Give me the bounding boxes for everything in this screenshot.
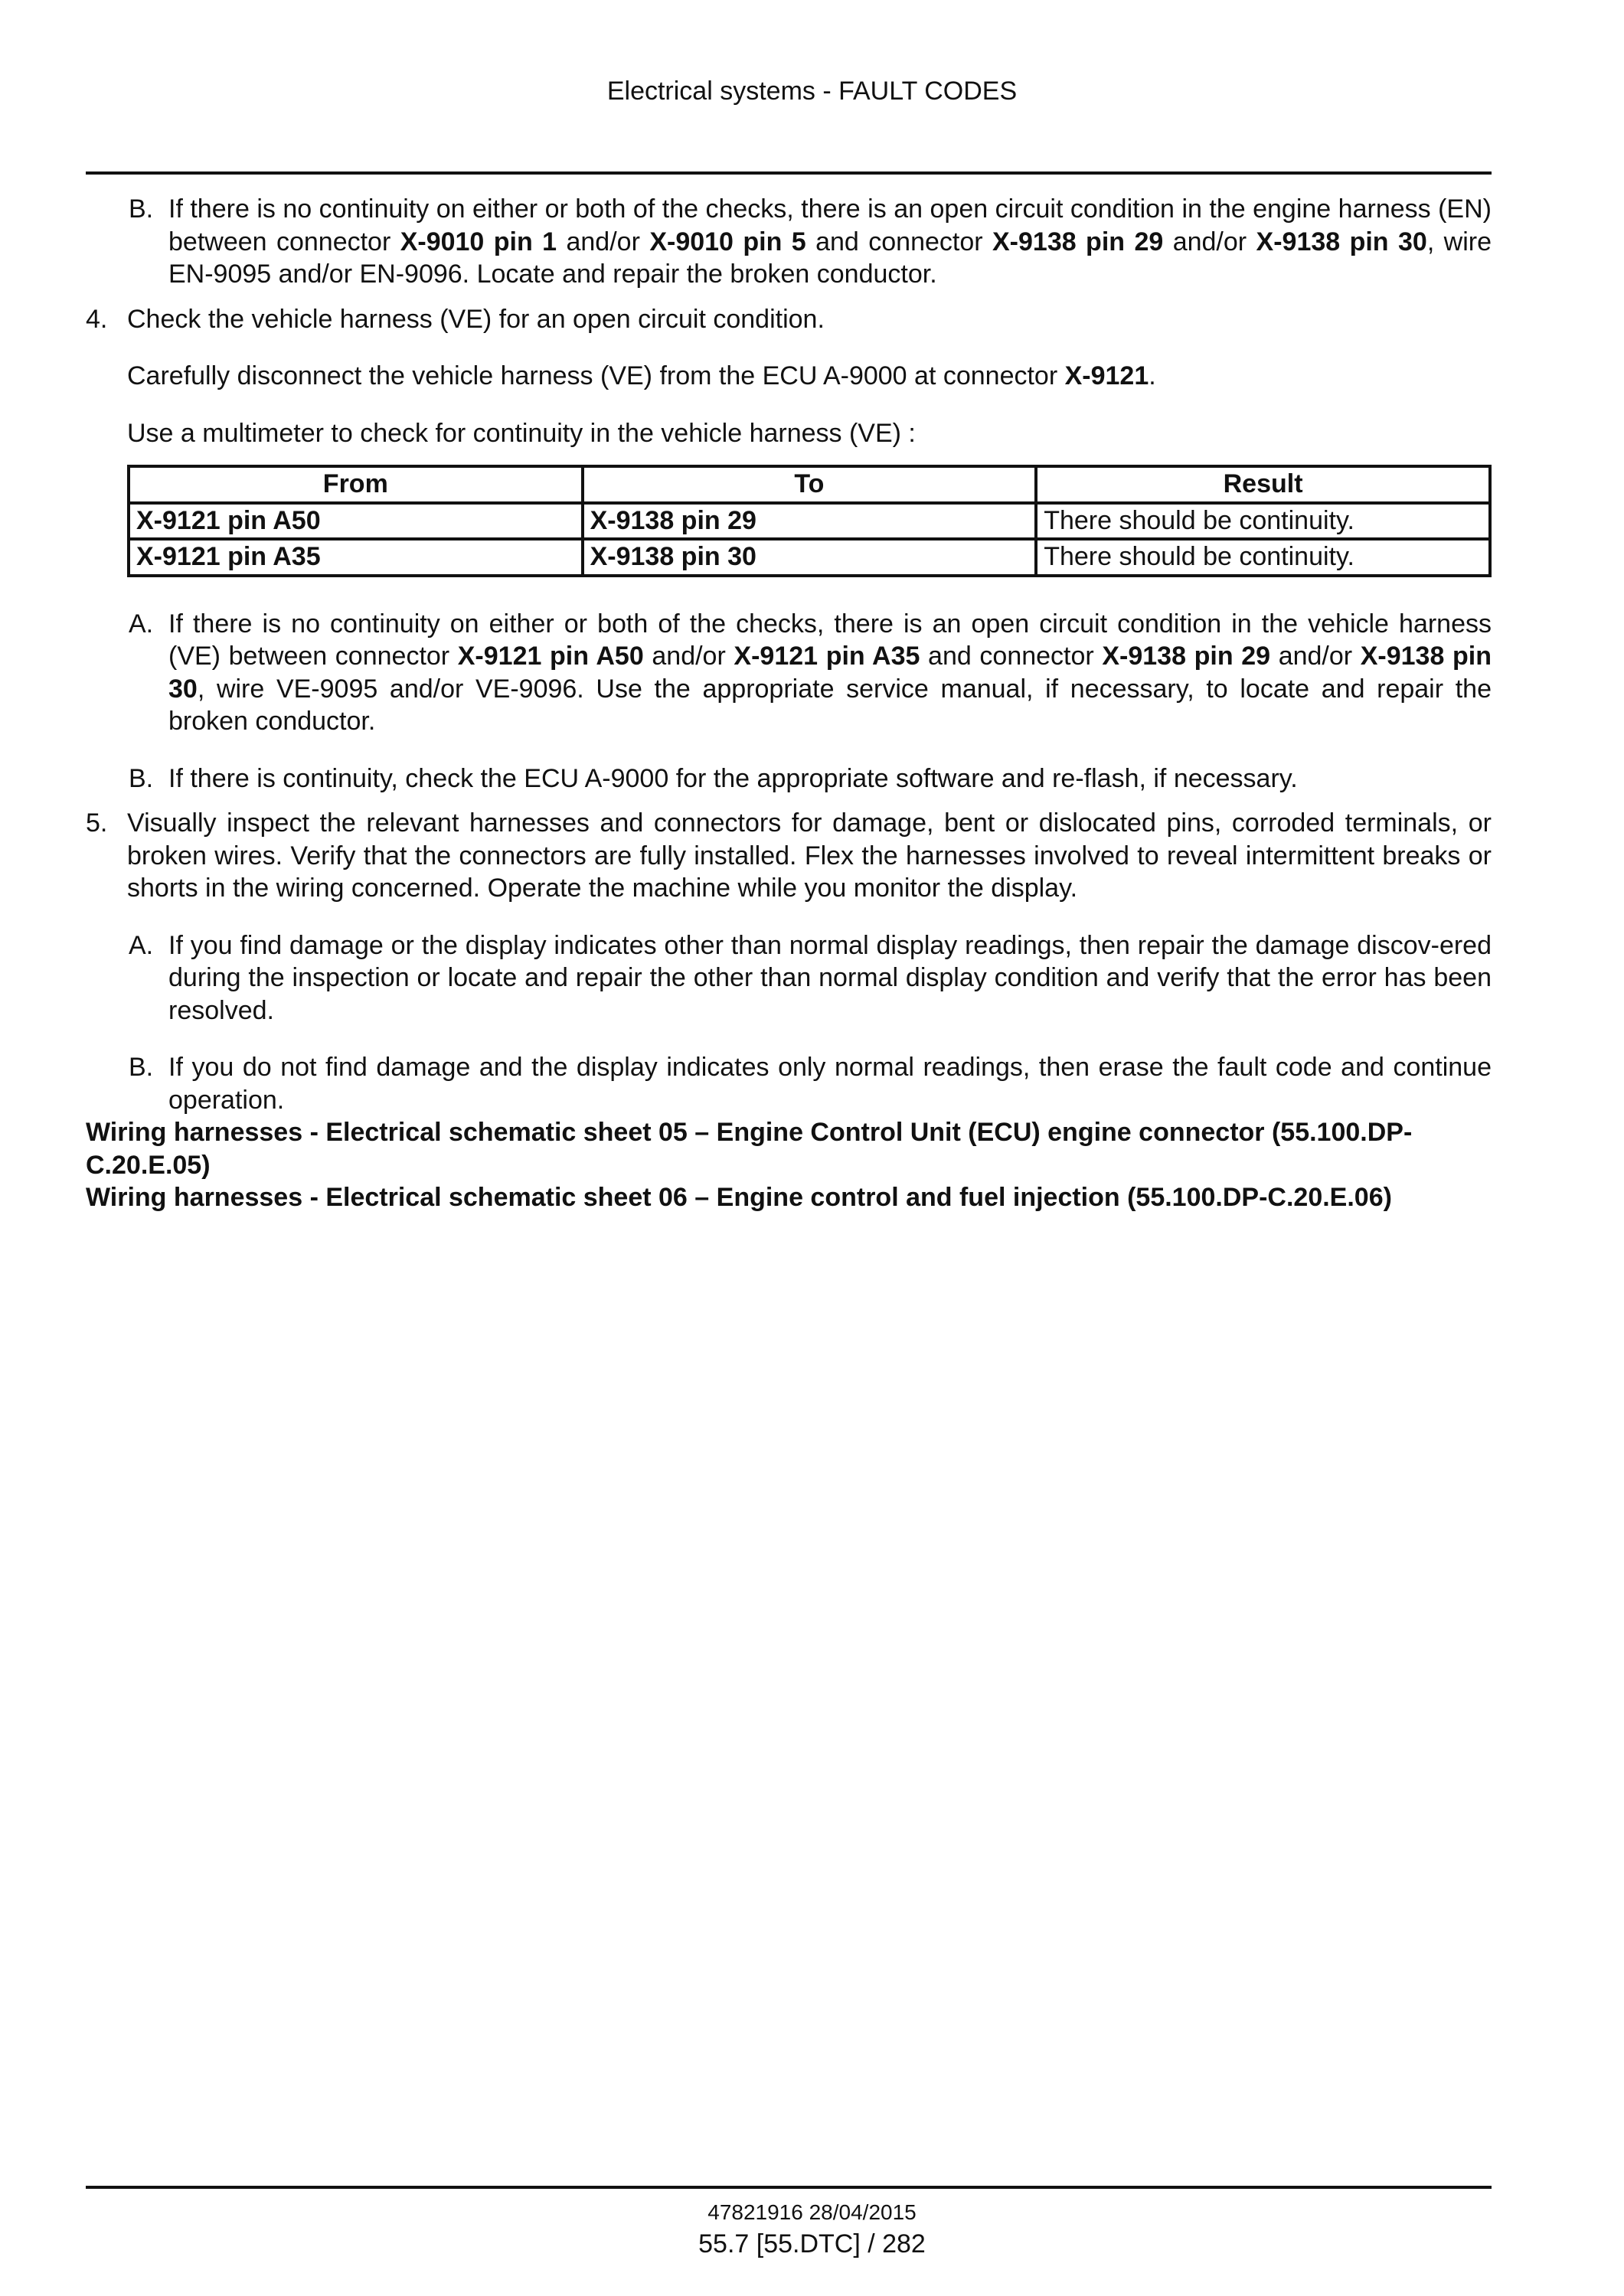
step-4-instruction-disconnect: Carefully disconnect the vehicle harness (VE) from the ECU A-9000 at connector X-9121.: [127, 361, 1156, 390]
footer-rule: [86, 2186, 1492, 2189]
list-item-b-no-damage: [86, 1051, 1492, 1116]
table-cell-to: X-9138 pin 29: [583, 503, 1037, 540]
page-header-title: Electrical systems - FAULT CODES: [606, 77, 1018, 106]
footer-page-number: 55.7 [55.DTC] / 282: [698, 2229, 926, 2258]
table-header-from: From: [129, 466, 583, 503]
footer-document-id: 47821916 28/04/2015: [707, 2200, 917, 2224]
table-header-row: [129, 466, 1490, 503]
step-number: 4.: [86, 304, 108, 334]
list-item-text: If you do not find damage and the display indicates only normal readings, then erase the fault code and continue operation.: [168, 1053, 1492, 1115]
page-content: [86, 193, 1492, 1214]
table-cell-to: X-9138 pin 30: [583, 539, 1037, 576]
list-item-a-damage: [86, 929, 1492, 1027]
list-item-text: If you find damage or the display indicates other than normal display readings, then repair the damage discov-ered during the inspection or locate and repair the other than normal display condition and verify that the error has been resolved.: [168, 930, 1492, 1025]
link-schematic-sheet-06[interactable]: Wiring harnesses - Electrical schematic sheet 06 – Engine control and fuel injection (55.100.DP-C.20.E.06): [86, 1183, 1392, 1213]
step-4: [86, 303, 1492, 336]
list-item-text: If there is continuity, check the ECU A-9000 for the appropriate software and re-flash, if necessary.: [168, 763, 1298, 793]
step-5: [86, 807, 1492, 905]
list-marker: A.: [129, 609, 154, 639]
continuity-table: [127, 465, 1492, 577]
link-schematic-sheet-05[interactable]: Wiring harnesses - Electrical schematic sheet 05 – Engine Control Unit (ECU) engine connector (55.100.DP-C.20.E.05): [86, 1118, 1413, 1180]
table-cell-from: X-9121 pin A35: [129, 539, 583, 576]
table-cell-result: There should be continuity.: [1036, 503, 1490, 540]
step-4-instruction-multimeter: Use a multimeter to check for continuity in the vehicle harness (VE) :: [127, 418, 916, 448]
list-item-b-continuity: [86, 763, 1492, 795]
table-row: [129, 539, 1490, 576]
table-row: [129, 503, 1490, 540]
list-marker: B.: [129, 194, 154, 224]
list-marker: A.: [129, 930, 154, 960]
list-item-text: If there is no continuity on either or both of the checks, there is an open circuit condition in the vehicle harness (VE) between connector X-9121 pin A50 and/or X-9121 pin A35 and connector X-9138 pin 29 and/or X-9138 pin 30, wire VE-9095 and/or VE-9096. Use the appropriate service manual, if necessary, to locate and repair the broken conductor.: [168, 609, 1492, 736]
step-number: 5.: [86, 808, 108, 838]
step-text: Visually inspect the relevant harnesses and connectors for damage, bent or dislocated pins, corroded terminals, or broken wires. Verify that the connectors are fully installed. Flex the harnesses involved to reveal intermittent breaks or shorts in the wiring concerned. Operate the machine while you monitor the display.: [127, 808, 1492, 903]
list-marker: B.: [129, 763, 154, 793]
table-cell-from: X-9121 pin A50: [129, 503, 583, 540]
list-item-b-engine-harness: [86, 193, 1492, 291]
table-header-to: To: [583, 466, 1037, 503]
header-rule: [86, 171, 1492, 175]
step-text: Check the vehicle harness (VE) for an open circuit condition.: [127, 304, 825, 334]
list-marker: B.: [129, 1053, 154, 1083]
list-item-a-vehicle-harness: [86, 608, 1492, 738]
table-header-result: Result: [1036, 466, 1490, 503]
list-item-text: If there is no continuity on either or both of the checks, there is an open circuit condition in the engine harness (EN) between connector X-9010 pin 1 and/or X-9010 pin 5 and connector X-9138 pin 29 and/or X-9138 pin 30, wire EN-9095 and/or EN-9096. Locate and repair the broken conductor.: [168, 194, 1492, 289]
related-links: [86, 1116, 1492, 1214]
table-cell-result: There should be continuity.: [1036, 539, 1490, 576]
